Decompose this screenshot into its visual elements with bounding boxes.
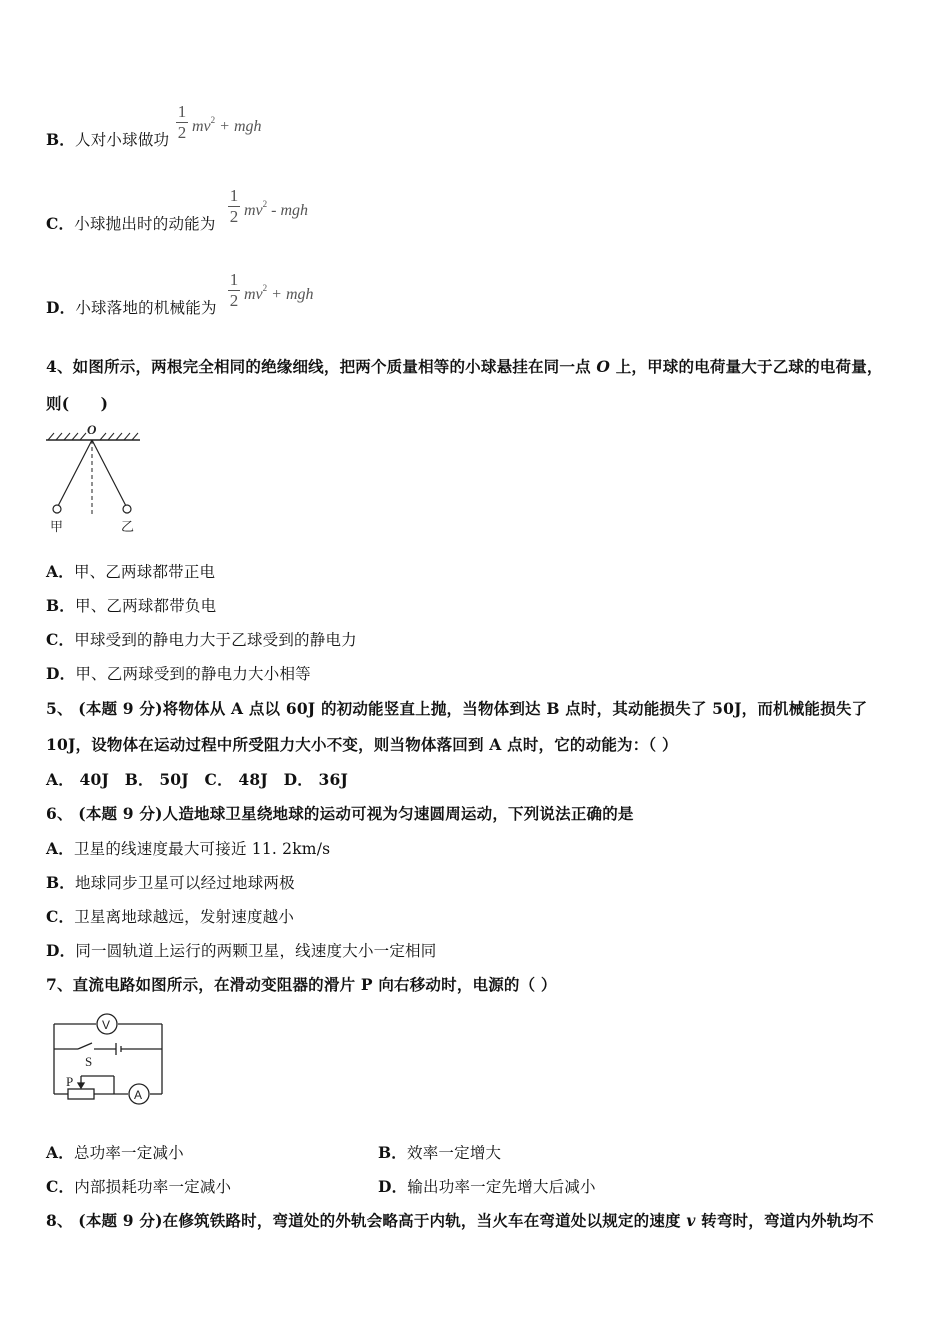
option-text: 小球落地的机械能为 <box>75 299 217 317</box>
q6-option-b: B．地球同步卫星可以经过地球两极 <box>46 873 295 892</box>
option-label: C． <box>46 214 75 233</box>
q7-option-d: D．输出功率一定先增大后减小 <box>378 1177 596 1196</box>
option-text: 小球抛出时的动能为 <box>74 215 216 233</box>
q4-option-a: A．甲、乙两球都带正电 <box>46 562 216 581</box>
option-label: D． <box>46 298 76 317</box>
q4-option-d: D．甲、乙两球受到的静电力大小相等 <box>46 664 311 683</box>
ball-yi <box>123 505 131 513</box>
formula: $mv^2$ + mgh <box>244 283 314 303</box>
q4-stem: 4、如图所示，两根完全相同的绝缘细线，把两个质量相等的小球悬挂在同一点 O 上，甲球的电荷量大于乙球的电荷量， <box>46 357 883 376</box>
ball-jia-label: 甲 <box>50 520 64 535</box>
q4-option-c: C．甲球受到的静电力大于乙球受到的静电力 <box>46 630 357 649</box>
q7-option-c: C．内部损耗功率一定减小 <box>46 1177 232 1196</box>
q6-stem: 6、 (本题 9 分)人造地球卫星绕地球的运动可视为匀速圆周运动，下列说法正确的是 <box>46 804 634 823</box>
q8-stem: 8、 (本题 9 分)在修筑铁路时，弯道处的外轨会略高于内轨，当火车在弯道处以规定的速度 v 转弯时，弯道内外轨均不 <box>46 1211 874 1230</box>
point-o-label: O <box>87 422 97 437</box>
fraction: 1 2 <box>229 270 239 310</box>
formula: $mv^2$ - mgh <box>244 199 309 219</box>
q6-option-d: D．同一圆轨道上运行的两颗卫星，线速度大小一定相同 <box>46 941 437 960</box>
fraction: 1 2 <box>177 102 187 142</box>
ball-jia <box>53 505 61 513</box>
circuit-figure <box>48 1010 170 1106</box>
slider-label: P <box>66 1074 74 1089</box>
q5-stem-cont: 10J，设物体在运动过程中所受阻力大小不变，则当物体落回到 A 点时，它的动能为：（ ） <box>46 735 678 754</box>
q7-option-a: A．总功率一定减小 <box>46 1143 184 1162</box>
q6-option-a: A．卫星的线速度最大可接近 11. 2km/s <box>46 839 331 858</box>
q7-stem: 7、直流电路如图所示，在滑动变阻器的滑片 P 向右移动时，电源的（ ） <box>46 975 557 994</box>
formula: $mv^2$ + mgh <box>192 115 262 135</box>
option-text: 人对小球做功 <box>75 131 170 149</box>
pendulum-figure <box>44 420 144 538</box>
voltmeter-label: V <box>102 1018 111 1032</box>
q4-option-b: B．甲、乙两球都带负电 <box>46 596 217 615</box>
fraction: 1 2 <box>229 186 239 226</box>
ball-yi-label: 乙 <box>121 520 135 535</box>
q6-option-c: C．卫星离地球越远，发射速度越小 <box>46 907 295 926</box>
switch-label: S <box>85 1054 93 1069</box>
option-label: B． <box>46 130 76 149</box>
q5-options: A． 40J B． 50J C． 48J D． 36J <box>46 770 349 789</box>
q4-stem-end: 则( ) <box>46 394 109 413</box>
q5-stem: 5、 (本题 9 分)将物体从 A 点以 60J 的初动能竖直上抛，当物体到达 B 点时，其动能损失了 50J，而机械能损失了 <box>46 699 868 718</box>
q7-option-b: B．效率一定增大 <box>378 1143 502 1162</box>
ammeter-label: A <box>134 1088 143 1102</box>
